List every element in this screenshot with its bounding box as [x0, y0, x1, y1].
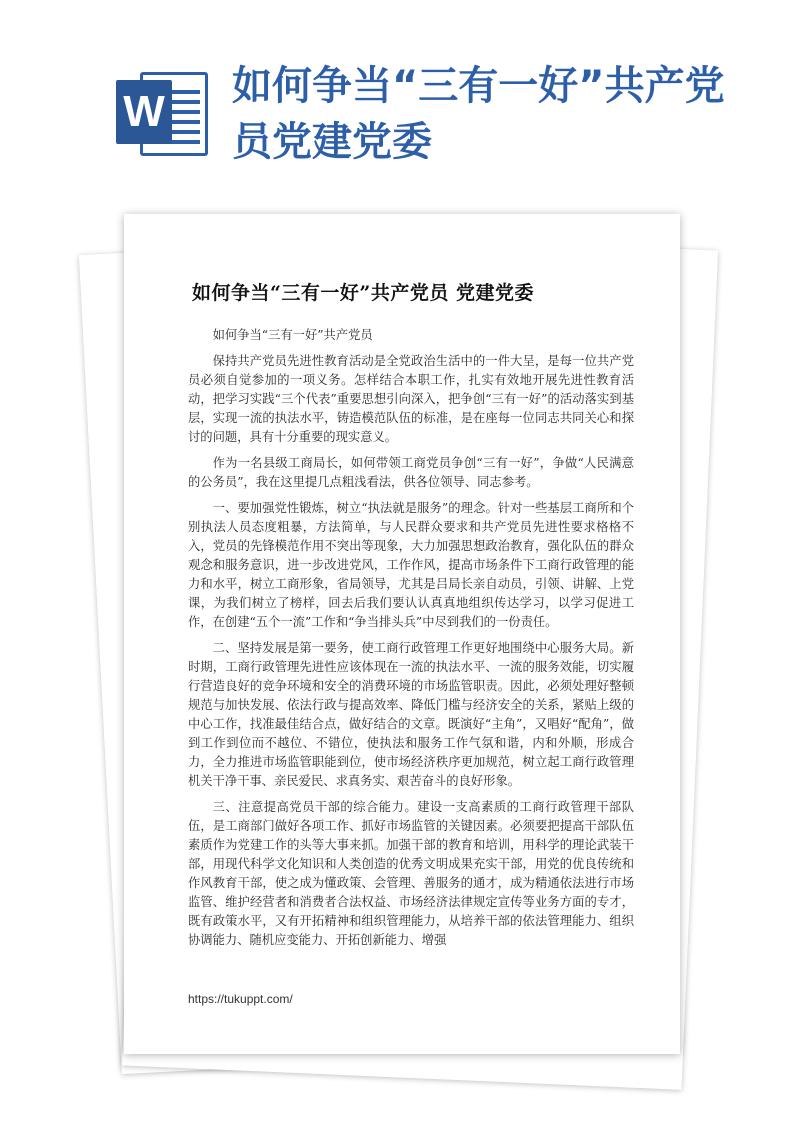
document-subtitle: 如何争当“三有一好”共产党员 — [212, 328, 373, 342]
document-paragraph: 作为一名县级工商局长，如何带领工商党员争创“三有一好”，争做“人民满意的公务员”，我在这里提几点粗浅看法，供各位领导、同志参考。 — [188, 456, 634, 489]
banner-title: 如何争当“三有一好”共产党员党建党委 — [232, 63, 725, 165]
word-logo-letter: W — [116, 80, 172, 144]
document-paragraph: 二、坚持发展是第一要务，使工商行政管理工作更好地围绕中心服务大局。新时期，工商行政管理先进性应该体现在一流的执法水平、一流的服务效能，切实履行营造良好的竞争环境和安全的消费环境的市场监管职责。因此，必须处理好整顿规范与加快发展、依法行政与提高效率、降低门槛与经济安全的关系，紧贴上级的中心工作，找准最佳结合点，做好结合的文章。既演好“主角”，又唱好“配角”，做到工作到位而不越位、不错位，使执法和服务工作气氛和谐，内和外顺，形成合力，全力推进市场监管职能到位，使市场经济秩序更加规范，树立起工商行政管理机关干净干事、亲民爱民、求真务实、艰苦奋斗的良好形象。 — [188, 641, 634, 788]
document-body — [188, 326, 634, 957]
word-document-icon — [112, 66, 212, 162]
document-title: 如何争当“三有一好”共产党员 党建党委 — [192, 282, 534, 304]
document-paragraph: 三、注意提高党员干部的综合能力。建设一支高素质的工商行政管理干部队伍，是工商部门做好各项工作、抓好市场监管的关键因素。必须要把提高干部队伍素质作为党建工作的头等大事来抓。加强干部的教育和培训，用科学的理论武装干部，用现代科学文化知识和人类创造的优秀文明成果充实干部，用党的优良传统和作风教育干部，使之成为懂政策、会管理、善服务的通才，成为精通依法进行市场监管、维护经营者和消费者合法权益、市场经济法律规定宣传等业务方面的专才，既有政策水平，又有开拓精神和组织管理能力，从培养干部的依法管理能力、组织协调能力、随机应变能力、开拓创新能力、增强 — [188, 800, 634, 947]
document-page — [124, 214, 680, 1054]
document-paragraph: 保持共产党员先进性教育活动是全党政治生活中的一件大呈，是每一位共产党员必须自觉参加的一项义务。怎样结合本职工作，扎实有效地开展先进性教育活动，把学习实践“三个代表”重要思想引向深入，把争创“三有一好”的活动落实到基层，实现一流的执法水平，铸造模范队伍的标准，是在座每一位同志共同关心和探讨的问题，具有十分重要的现实意义。 — [188, 354, 634, 444]
document-paragraph: 一、要加强党性锻炼，树立“执法就是服务”的理念。针对一些基层工商所和个别执法人员态度粗暴，方法简单，与人民群众要求和共产党员先进性要求格格不入，党员的先锋模范作用不突出等现象，大力加强思想政治教育，强化队伍的群众观念和服务意识，进一步改进党风，工作作风，提高市场条件下工商行政管理的能力和水平，树立工商形象，省局领导，尤其是吕局长亲自动员，引领、讲解、上党课，为我们树立了榜样，回去后我们要认认真真地组织传达学习，以学习促进工作，在创建“五个一流”工作和“争当排头兵”中尽到我们的一份责任。 — [188, 501, 634, 629]
document-url-link[interactable]: https://tukuppt.com/ — [188, 992, 293, 1006]
